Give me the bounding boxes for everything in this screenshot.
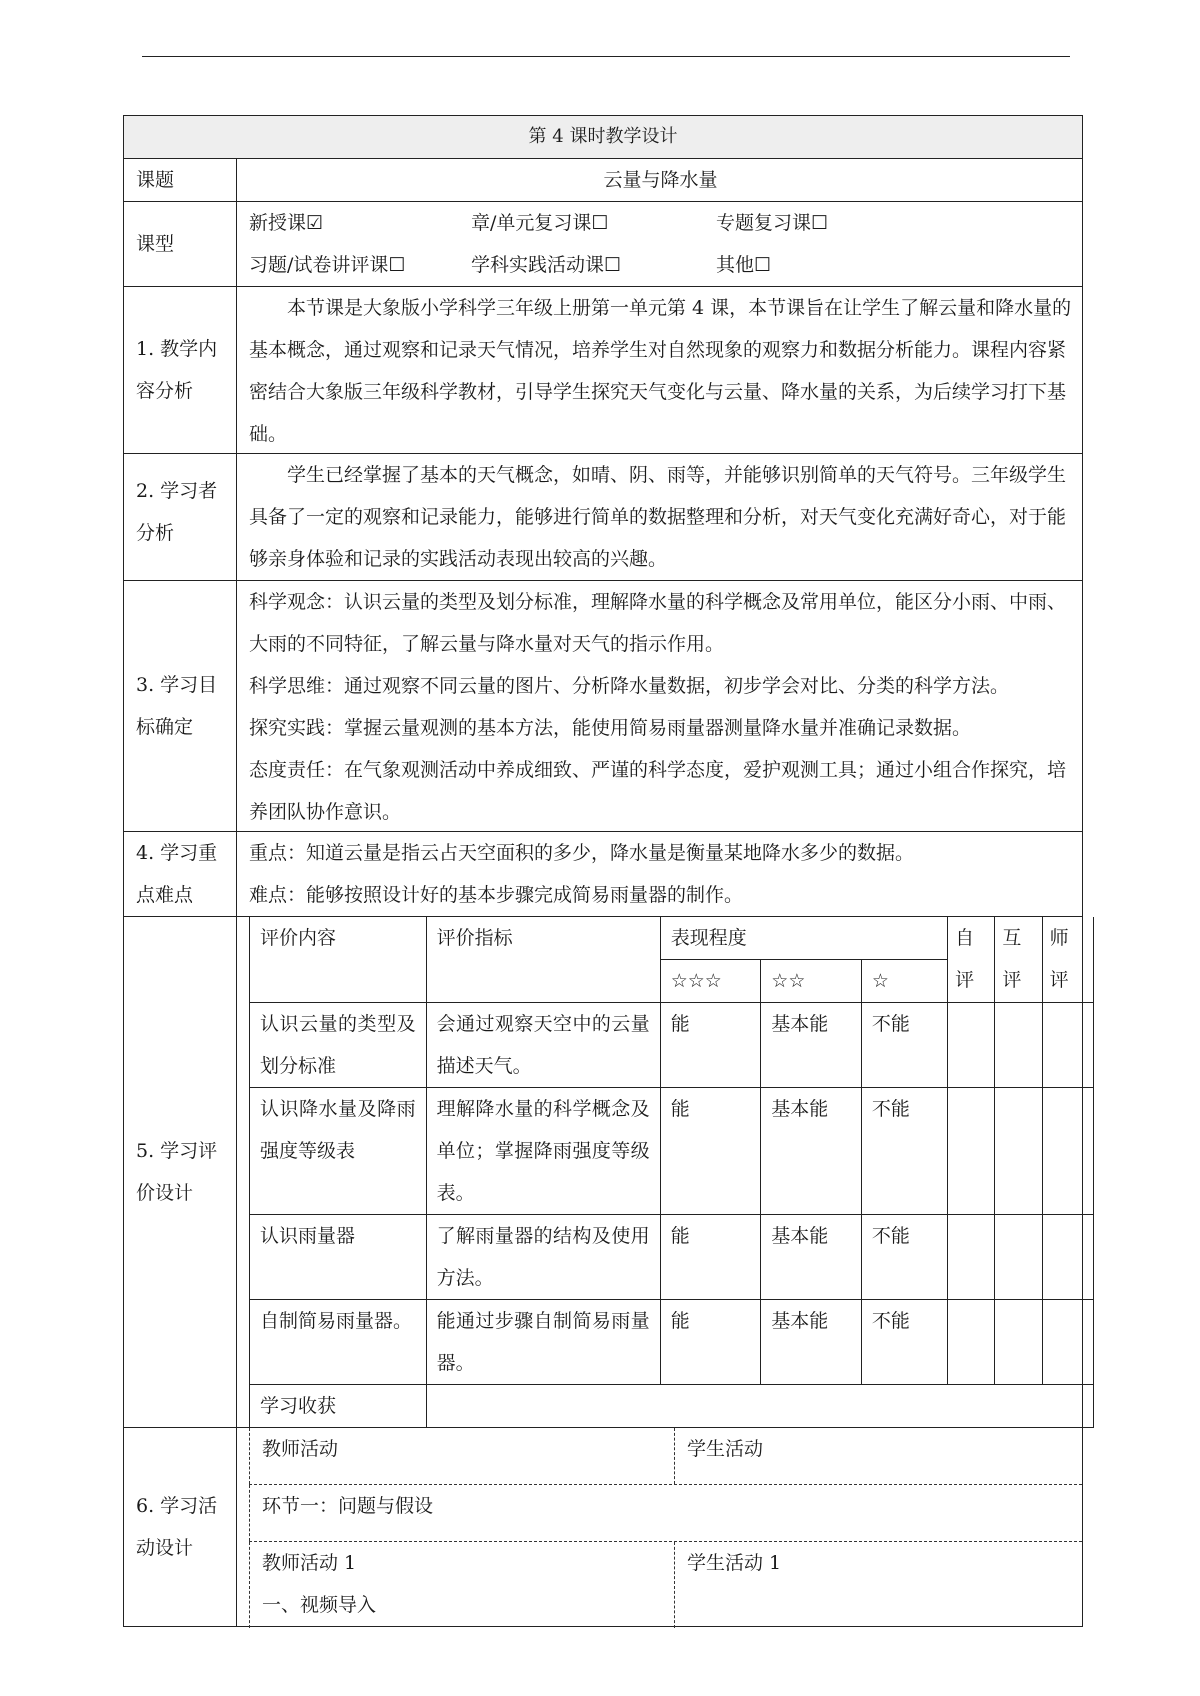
teacher-activity-header: 教师活动 bbox=[249, 1428, 674, 1484]
learning-gain-cell[interactable] bbox=[426, 1385, 1093, 1428]
type-option-unit-review: 章/单元复习课☐ bbox=[471, 212, 609, 234]
type-row bbox=[124, 201, 1082, 286]
type-option-new: 新授课☑ bbox=[249, 212, 324, 234]
content-analysis-row bbox=[124, 286, 1082, 453]
header-self: 自评 bbox=[948, 917, 995, 1003]
header-rule bbox=[142, 56, 1070, 57]
content-analysis-label: 1. 教学内容分析 bbox=[124, 287, 237, 453]
topic-label: 课题 bbox=[124, 159, 237, 201]
eval-indicator: 会通过观察天空中的云量描述天气。 bbox=[426, 1003, 660, 1088]
eval-teacher-cell[interactable] bbox=[1042, 1215, 1093, 1300]
eval-teacher-cell[interactable] bbox=[1042, 1088, 1093, 1215]
eval-level-1: 不能 bbox=[861, 1300, 947, 1385]
eval-indicator: 理解降水量的科学概念及单位；掌握降雨强度等级表。 bbox=[426, 1088, 660, 1215]
eval-level-3: 能 bbox=[660, 1088, 761, 1215]
eval-level-3: 能 bbox=[660, 1300, 761, 1385]
header-stars-1: ☆ bbox=[861, 960, 947, 1003]
eval-peer-cell[interactable] bbox=[995, 1003, 1042, 1088]
objective-attitude: 态度责任：在气象观测活动中养成细致、严谨的科学态度，爱护观测工具；通过小组合作探究，培养团队协作意识。 bbox=[249, 759, 1067, 823]
objectives-list bbox=[237, 581, 1082, 831]
learner-analysis-row bbox=[124, 453, 1082, 580]
activities-label: 6. 学习活动设计 bbox=[124, 1428, 237, 1626]
eval-teacher-cell[interactable] bbox=[1042, 1300, 1093, 1385]
table-row bbox=[250, 1300, 1094, 1385]
evaluation-table bbox=[249, 917, 1094, 1428]
teacher-activity-1-step: 一、视频导入 bbox=[262, 1594, 377, 1616]
eval-teacher-cell[interactable] bbox=[1042, 1003, 1093, 1088]
eval-content: 认识雨量器 bbox=[250, 1215, 427, 1300]
eval-content: 认识云量的类型及划分标准 bbox=[250, 1003, 427, 1088]
objective-science-thinking: 科学思维：通过观察不同云量的图片、分析降水量数据，初步学会对比、分类的科学方法。 bbox=[249, 675, 1010, 697]
eval-peer-cell[interactable] bbox=[995, 1215, 1042, 1300]
eval-level-2: 基本能 bbox=[761, 1300, 862, 1385]
type-option-other: 其他☐ bbox=[716, 254, 772, 276]
topic-row bbox=[124, 158, 1082, 201]
header-stars-3: ☆☆☆ bbox=[660, 960, 761, 1003]
objectives-row bbox=[124, 580, 1082, 831]
activities-table bbox=[237, 1428, 1082, 1626]
objective-science-concept: 科学观念：认识云量的类型及划分标准，理解降水量的科学概念及常用单位，能区分小雨、中雨、大雨的不同特征，了解云量与降水量对天气的指示作用。 bbox=[249, 591, 1067, 655]
content-analysis-text: 本节课是大象版小学科学三年级上册第一单元第 4 课，本节课旨在让学生了解云量和降水量的基本概念，通过观察和记录天气情况，培养学生对自然现象的观察力和数据分析能力。课程内容紧密结合大象版三年级科学教材，引导学生探究天气变化与云量、降水量的关系，为后续学习打下基础。 bbox=[249, 297, 1072, 445]
table-row bbox=[250, 1003, 1094, 1088]
objective-inquiry-practice: 探究实践：掌握云量观测的基本方法，能使用简易雨量器测量降水量并准确记录数据。 bbox=[249, 717, 972, 739]
learner-analysis-label: 2. 学习者分析 bbox=[124, 454, 237, 580]
header-teacher: 师评 bbox=[1042, 917, 1093, 1003]
eval-level-3: 能 bbox=[660, 1215, 761, 1300]
stage-1-title: 环节一：问题与假设 bbox=[249, 1485, 1082, 1541]
eval-self-cell[interactable] bbox=[948, 1215, 995, 1300]
eval-level-3: 能 bbox=[660, 1003, 761, 1088]
student-activity-1: 学生活动 1 bbox=[674, 1542, 1082, 1628]
eval-level-1: 不能 bbox=[861, 1088, 947, 1215]
type-option-exercise: 习题/试卷讲评课☐ bbox=[249, 254, 406, 276]
lesson-design-table bbox=[123, 115, 1083, 1627]
type-label: 课型 bbox=[124, 202, 237, 286]
eval-level-1: 不能 bbox=[861, 1003, 947, 1088]
eval-content: 认识降水量及降雨强度等级表 bbox=[250, 1088, 427, 1215]
learning-gain-label: 学习收获 bbox=[250, 1385, 427, 1428]
activities-row bbox=[124, 1427, 1082, 1626]
key-points-row bbox=[124, 831, 1082, 916]
table-row bbox=[250, 1088, 1094, 1215]
eval-peer-cell[interactable] bbox=[995, 1300, 1042, 1385]
header-stars-2: ☆☆ bbox=[761, 960, 862, 1003]
table-row bbox=[250, 1215, 1094, 1300]
evaluation-row bbox=[124, 916, 1082, 1427]
key-points-list bbox=[237, 832, 1082, 916]
evaluation-table-wrap bbox=[237, 917, 1094, 1427]
header-indicator: 评价指标 bbox=[426, 917, 660, 1003]
evaluation-label: 5. 学习评价设计 bbox=[124, 917, 237, 1427]
teacher-activity-1 bbox=[249, 1542, 674, 1628]
title-row bbox=[124, 116, 1082, 158]
header-peer: 互评 bbox=[995, 917, 1042, 1003]
eval-indicator: 能通过步骤自制简易雨量器。 bbox=[426, 1300, 660, 1385]
difficult-point: 难点：能够按照设计好的基本步骤完成简易雨量器的制作。 bbox=[249, 884, 744, 906]
eval-level-2: 基本能 bbox=[761, 1088, 862, 1215]
type-option-topic-review: 专题复习课☐ bbox=[716, 212, 829, 234]
eval-self-cell[interactable] bbox=[948, 1088, 995, 1215]
activities-header-row bbox=[249, 1428, 1082, 1485]
eval-level-2: 基本能 bbox=[761, 1003, 862, 1088]
learning-gain-row bbox=[250, 1385, 1094, 1428]
stage-row bbox=[249, 1485, 1082, 1542]
student-activity-header: 学生活动 bbox=[674, 1428, 1082, 1484]
eval-level-1: 不能 bbox=[861, 1215, 947, 1300]
key-point: 重点：知道云量是指云占天空面积的多少，降水量是衡量某地降水多少的数据。 bbox=[249, 842, 915, 864]
teacher-activity-1-title: 教师活动 1 bbox=[262, 1552, 357, 1574]
type-option-practice: 学科实践活动课☐ bbox=[471, 254, 622, 276]
learner-analysis-text: 学生已经掌握了基本的天气概念，如晴、阴、雨等，并能够识别简单的天气符号。三年级学生具备了一定的观察和记录能力，能够进行简单的数据整理和分析，对天气变化充满好奇心，对于能够亲身体验和记录的实践活动表现出较高的兴趣。 bbox=[249, 464, 1067, 570]
eval-self-cell[interactable] bbox=[948, 1003, 995, 1088]
key-points-label: 4. 学习重点难点 bbox=[124, 832, 237, 916]
objectives-label: 3. 学习目标确定 bbox=[124, 581, 237, 831]
eval-peer-cell[interactable] bbox=[995, 1088, 1042, 1215]
activity-1-row bbox=[249, 1542, 1082, 1628]
eval-content: 自制简易雨量器。 bbox=[250, 1300, 427, 1385]
document-title: 第 4 课时教学设计 bbox=[124, 116, 1082, 158]
eval-level-2: 基本能 bbox=[761, 1215, 862, 1300]
type-options bbox=[237, 202, 1082, 286]
header-content: 评价内容 bbox=[250, 917, 427, 1003]
header-level: 表现程度 bbox=[660, 917, 947, 960]
eval-self-cell[interactable] bbox=[948, 1300, 995, 1385]
topic-value: 云量与降水量 bbox=[603, 169, 718, 191]
eval-indicator: 了解雨量器的结构及使用方法。 bbox=[426, 1215, 660, 1300]
